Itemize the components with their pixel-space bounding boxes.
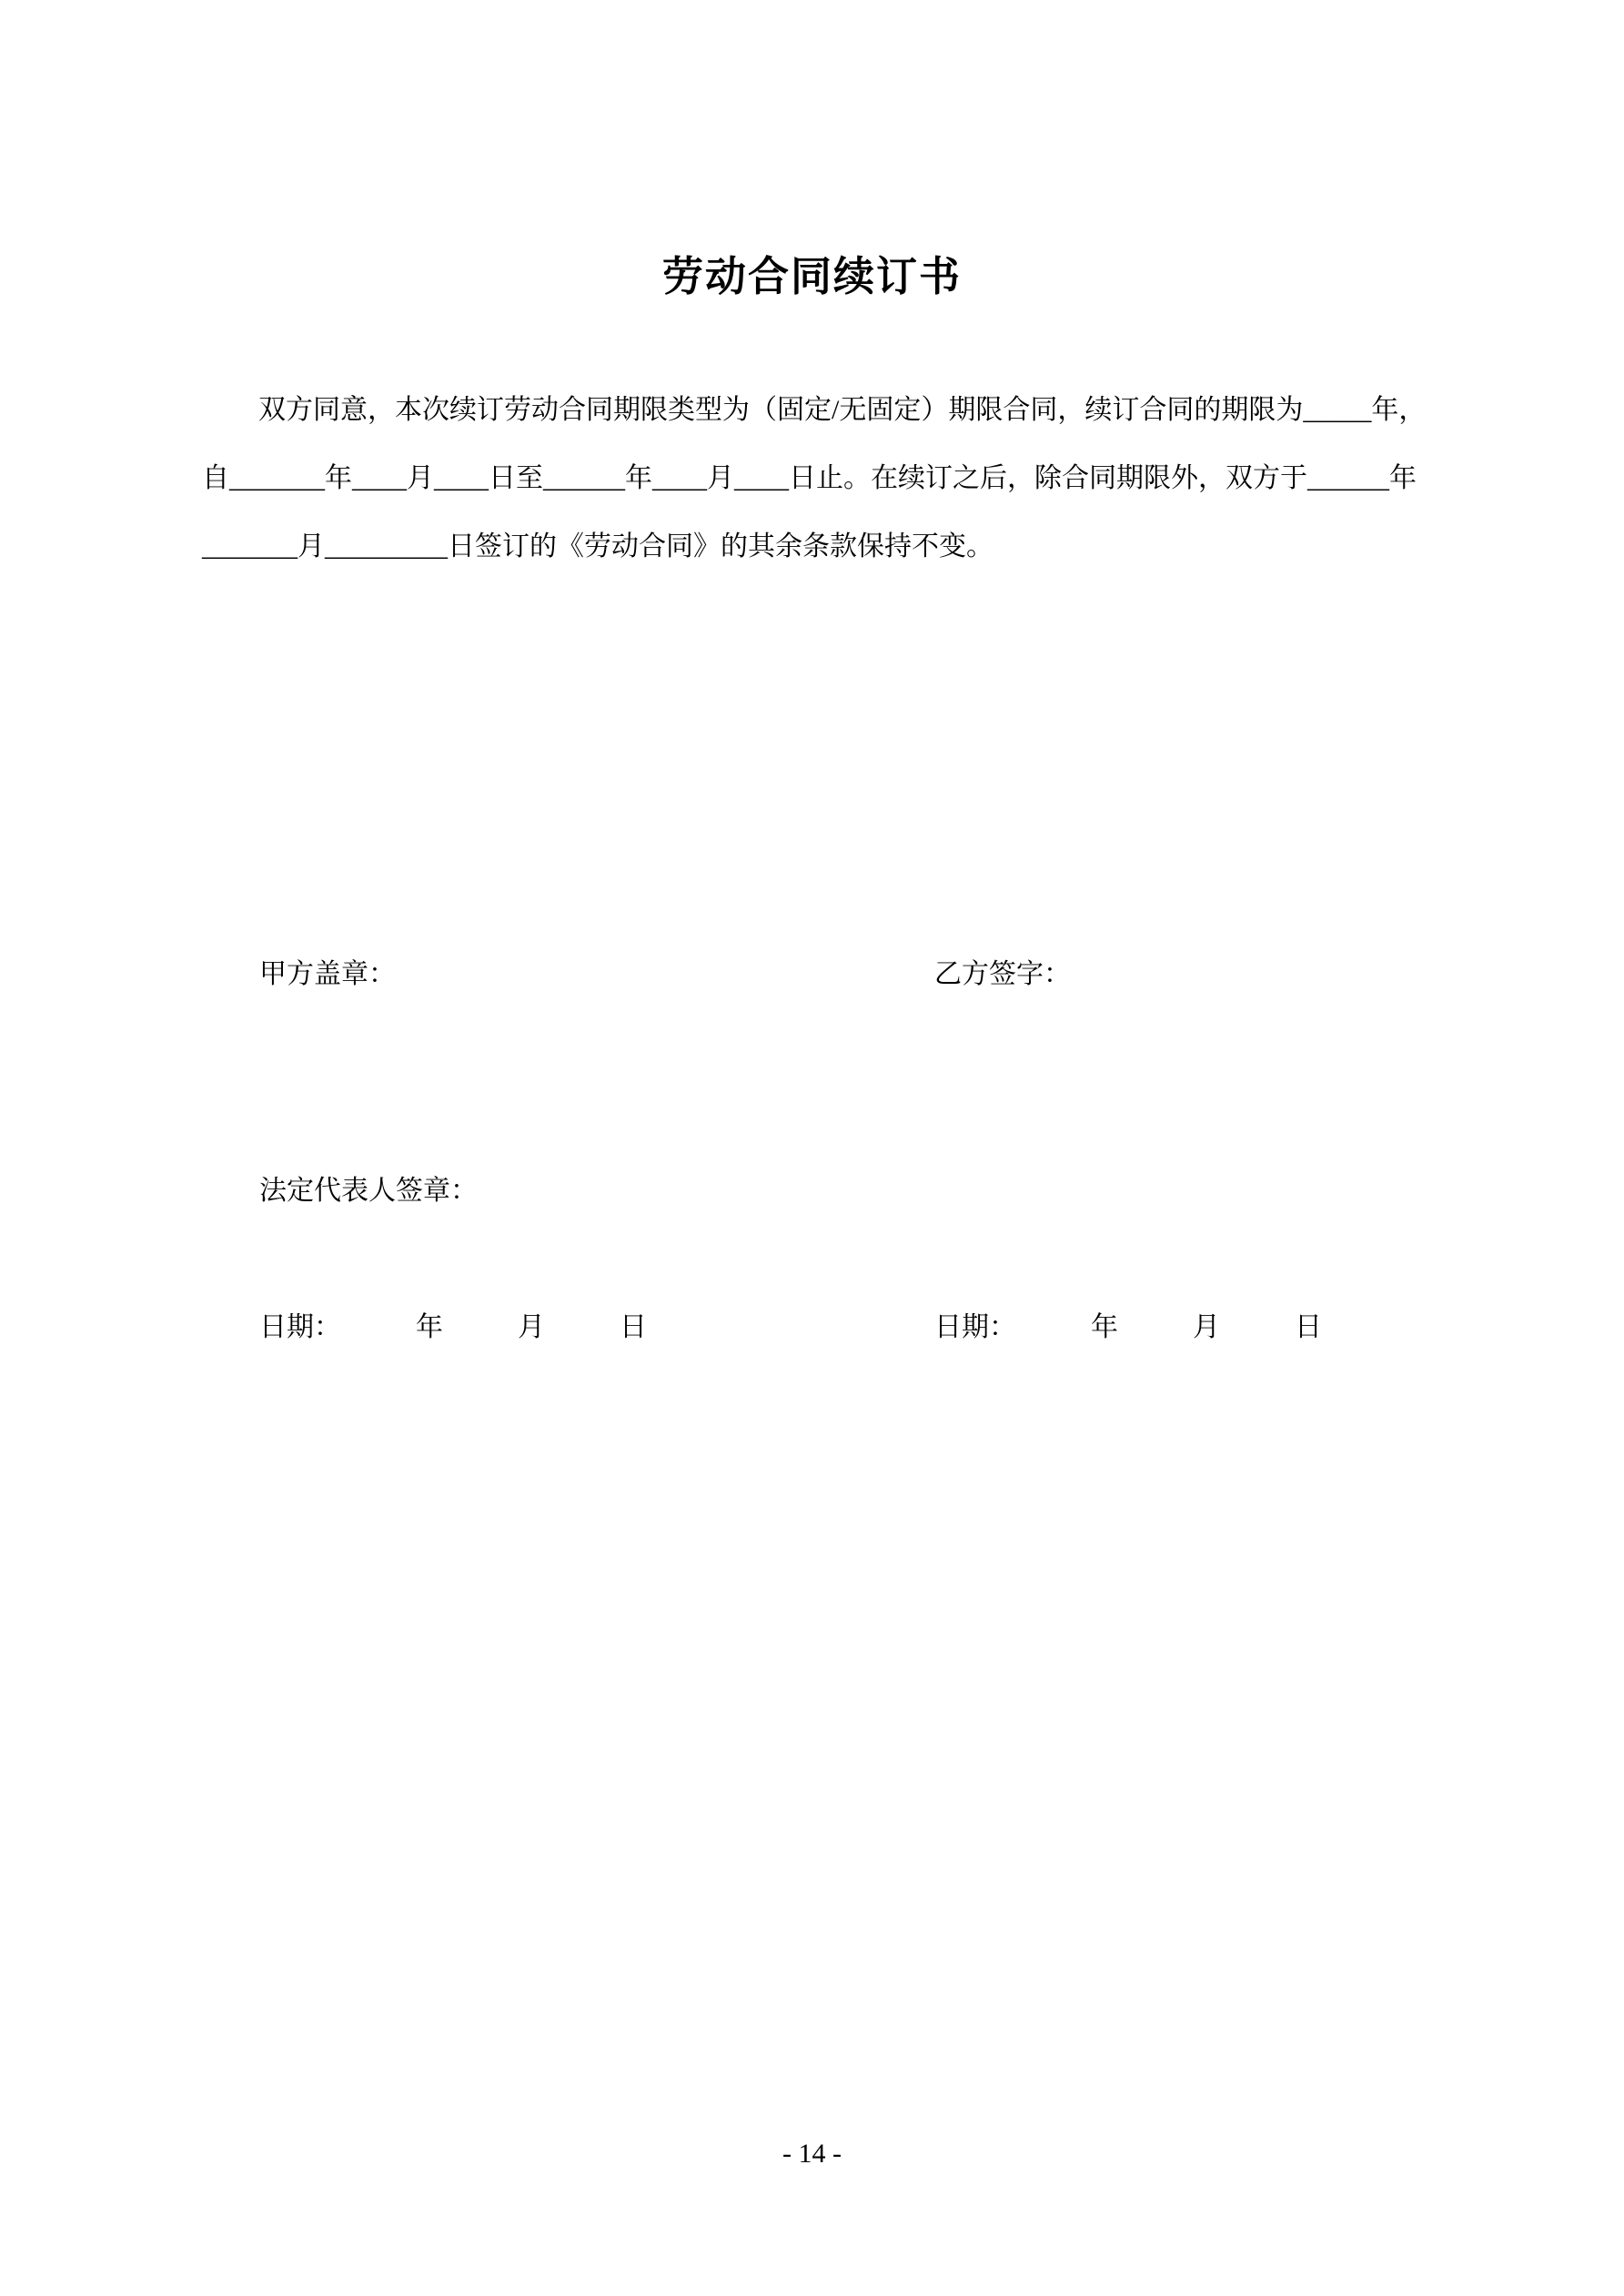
date-left-label: 日期： [259,1312,341,1342]
date-row-left [259,1310,647,1345]
date-right-month: 月 [1193,1312,1220,1342]
date-left-day: 日 [620,1312,647,1342]
date-left-year: 年 [416,1312,443,1342]
date-right-label: 日期： [934,1312,1016,1342]
date-left-month: 月 [518,1312,545,1342]
date-right-day: 日 [1295,1312,1322,1342]
page-number: - 14 - [782,2139,842,2169]
paragraph-line-2: 自_______年____月____日至______年____月____日止。在续订之后，除合同期限外，双方于______年 [202,463,1417,493]
party-b-signature-label: 乙方签字： [934,959,1071,989]
party-a-seal-label: 甲方盖章： [259,959,396,989]
contract-paragraph [202,376,1426,581]
date-right-year: 年 [1091,1312,1118,1342]
date-row-right [934,1310,1322,1345]
paragraph-line-3: _______月_________日签订的《劳动合同》的其余条款保持不变。 [202,531,994,561]
paragraph-line-1: 双方同意，本次续订劳动合同期限类型为（固定/无固定）期限合同，续订合同的期限为_____年， [258,395,1427,425]
page-title: 劳动合同续订书 [661,254,962,299]
legal-representative-label: 法定代表人签章： [259,1176,478,1206]
